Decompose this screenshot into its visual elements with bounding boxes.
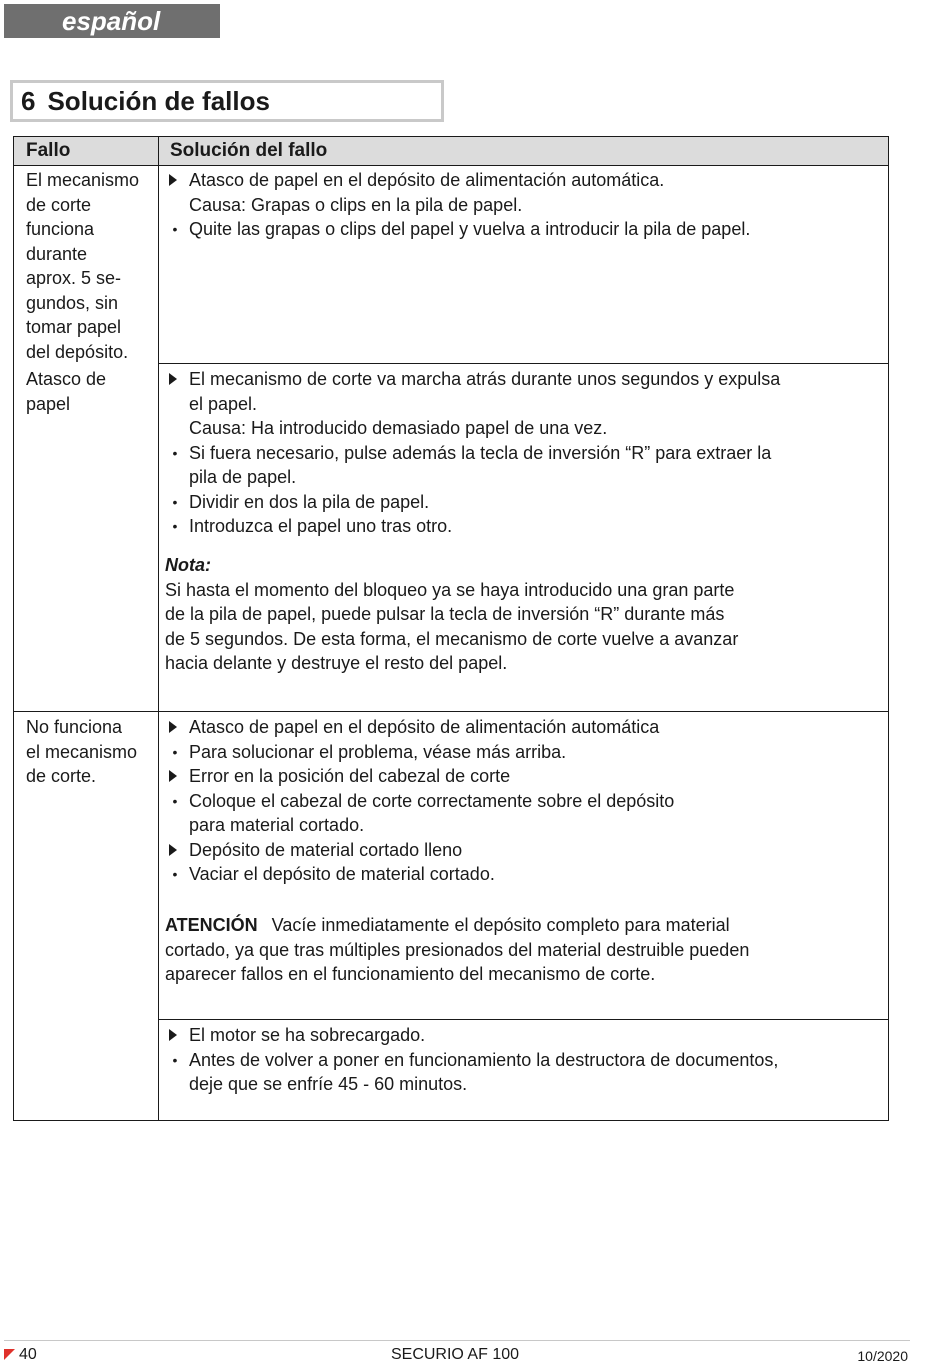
action-line: • Dividir en dos la pila de papel. [165,490,875,515]
bullet-icon: • [172,743,178,760]
fault-line: el mecanismo [26,741,138,762]
arrow-icon [165,168,185,193]
note-line: de 5 segundos. De esta forma, el mecanismo de corte vuelve a avanzar [165,628,739,649]
action-line: • Antes de volver a poner en funcionamiento la destructora de documentos, [165,1048,875,1073]
bullet-icon: • [172,866,178,882]
note-title: Nota: [165,555,211,575]
attention-block [165,913,875,987]
arrow-icon [165,367,185,392]
bullet-icon: • [172,221,178,237]
header-solution: Solución del fallo [170,140,328,161]
cause-line: Depósito de material cortado lleno [165,838,875,863]
troubleshooting-table [13,136,889,1121]
action-line: • Quite las grapas o clips del papel y vuelva a introducir la pila de papel. [165,217,875,242]
bullet-icon: • [172,493,178,510]
fault-cell-1 [26,168,154,364]
action-line: • Coloque el cabezal de corte correctamente sobre el depósito [165,789,875,814]
action-line: • Vaciar el depósito de material cortado. [165,862,875,887]
fault-line: de corte [26,194,92,215]
action-line: • Para solucionar el problema, véase más arriba. [165,740,875,765]
solution-cell-3 [165,715,875,887]
page-number: 40 [19,1346,37,1363]
cause-line: Error en la posición del cabezal de corte [165,764,875,789]
fault-cell-2 [26,367,154,416]
section-title: Solución de fallos [47,86,270,116]
action-line: deje que se enfríe 45 - 60 minutos. [189,1074,468,1094]
fault-line: El mecanismo [26,170,140,190]
solution-cell-4 [165,1023,875,1097]
edition-date: 10/2020 [857,1348,908,1364]
table-header-row [14,137,888,166]
cause-line: el papel. [189,393,258,414]
fault-line: durante [26,243,88,264]
cause-line: Causa: Grapas o clips en la pila de papel. [189,194,523,215]
fault-line: papel [26,393,71,414]
fault-line: funciona [26,219,95,239]
fault-line: de corte. [26,766,97,786]
solution-cell-1 [165,168,875,242]
bullet-icon: • [172,444,178,461]
action-line: • Si fuera necesario, pulse además la tecla de inversión “R” para extraer la [165,441,875,466]
arrow-icon [165,764,185,789]
arrow-icon [165,715,185,740]
section-number: 6 [21,86,36,116]
cause-line: Atasco de papel en el depósito de alimentación automática. [165,168,875,193]
row-divider [14,711,888,712]
attention-line: ATENCIÓN Vacíe inmediatamente el depósito completo para material [165,915,730,935]
attention-heading: ATENCIÓN [165,915,258,935]
header-fault: Fallo [26,140,71,161]
solution-cell-2 [165,367,875,539]
fault-line: No funciona [26,717,123,737]
row-divider [158,363,888,364]
bullet-icon: • [172,1051,178,1068]
bullet-icon: • [172,792,178,809]
footer-divider [4,1340,910,1341]
row-divider [158,1019,888,1020]
cause-line: Causa: Ha introducido demasiado papel de una vez. [189,418,608,438]
action-line: para material cortado. [189,815,365,835]
fault-line: Atasco de [26,369,107,389]
cause-line: Atasco de papel en el depósito de alimentación automática [165,715,875,740]
fault-line: aprox. 5 se- [26,268,122,288]
attention-line: cortado, ya que tras múltiples presionados del material destruible pueden [165,939,750,960]
arrow-icon [165,838,185,863]
fault-cell-3 [26,715,154,789]
action-line: • Introduzca el papel uno tras otro. [165,514,875,539]
note-line: Si hasta el momento del bloqueo ya se haya introducido una gran parte [165,579,735,600]
fault-line: tomar papel [26,317,122,337]
note-line: de la pila de papel, puede pulsar la tecla de inversión “R” durante más [165,604,725,624]
section-heading [10,80,444,122]
attention-line: aparecer fallos en el funcionamiento del mecanismo de corte. [165,964,656,984]
arrow-icon [165,1023,185,1048]
language-tab: español [4,4,220,38]
action-line: pila de papel. [189,467,297,487]
note-line: hacia delante y destruye el resto del papel. [165,653,508,673]
model-name: SECURIO AF 100 [390,1346,520,1363]
cause-line: El mecanismo de corte va marcha atrás durante unos segundos y expulsa [165,367,875,392]
column-divider [158,137,159,1120]
note-block [165,553,875,676]
bullet-icon: • [172,518,178,534]
fault-line: gundos, sin [26,292,119,313]
fault-line: del depósito. [26,341,129,362]
cause-line: El motor se ha sobrecargado. [165,1023,875,1048]
